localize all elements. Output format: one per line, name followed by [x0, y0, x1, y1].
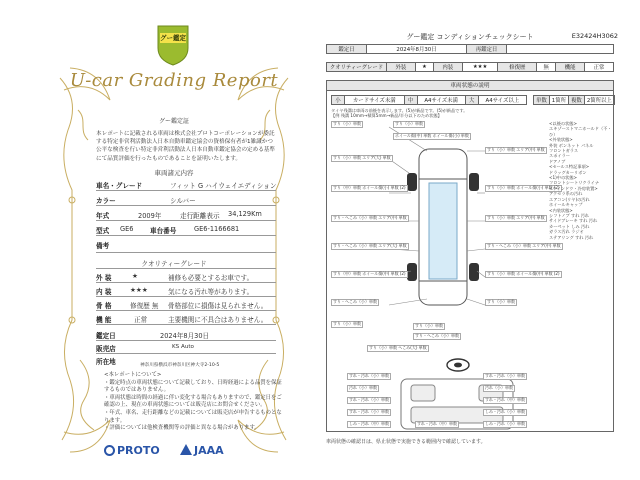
date-label: 鑑定日 — [327, 45, 367, 54]
damage-tag: すり（小）単数 — [395, 121, 423, 126]
frame-grade-label: 骨 格 — [96, 302, 112, 310]
color-value: シルバー — [170, 197, 196, 205]
frame-grade-text: 骨格部位に損傷は見られません。 — [168, 302, 268, 310]
interior-tag: すれ・汚れ（中）単数 — [485, 397, 525, 402]
proto-logo-mark-icon — [104, 445, 115, 456]
tire-note: タイヤ残溝は車両の前後を表示します。(5)が新品です。(5)が新品です。 — [331, 108, 468, 113]
side-note: アクセラ系の汚れ — [549, 191, 583, 197]
size-large-desc: A4サイズ以上 — [478, 96, 526, 105]
damage-tag: すり（中）単数 ホイール傷(中) 単数 (2) — [333, 271, 406, 276]
note-item: ・鑑定時点の車両状態について記載しており、日時経過による品質を保証するものではありません。 — [104, 379, 282, 394]
damage-tag: すり（小）単数 エリア(大) 単数 — [333, 155, 391, 160]
damage-tag: すり（小）単数 — [487, 299, 515, 304]
size-large-label: 大 — [465, 96, 478, 105]
year-label: 年式 — [96, 212, 110, 220]
diagram-heading: 車両状態の説明 — [327, 81, 613, 91]
side-note: フロントシートリクライナ — [549, 180, 600, 186]
sheet-code: E32424H3062 — [571, 32, 618, 40]
header-table — [326, 44, 614, 54]
side-note: ホイールキャップ — [549, 202, 583, 208]
side-note: <内装状態> — [549, 207, 573, 213]
divider — [96, 296, 276, 297]
interior-tag: しみ・汚れ（中）単数 — [349, 421, 389, 426]
interior-grade-mark: ★★★ — [130, 286, 148, 294]
grade-table — [326, 62, 614, 72]
address-value: 神奈川県横浜市神奈川区神大寺2-10-5 — [140, 363, 220, 368]
grading-certificate — [50, 20, 298, 460]
specs-heading: 車両諸元内容 — [154, 169, 194, 177]
interior-tag: すれ・汚れ（小）単数 — [349, 397, 389, 402]
sheet-footer: 車両状態の確認日は、県止状態で実施できる範囲内で確認しています。 — [326, 439, 486, 445]
quality-grade-heading: クオリティーグレード — [141, 260, 207, 268]
report-notes — [104, 372, 284, 433]
exterior-grade-mark: ★ — [132, 272, 138, 280]
year-value: 2009年 — [138, 212, 162, 220]
side-note: カーペット しみ 汚れ — [549, 223, 590, 229]
mileage-label: 走行距離表示 — [180, 212, 220, 220]
tire-note-example: 【例 残溝 10mm→積算5mm→新品/半分以下のため状態】 — [331, 113, 442, 118]
size-mid-desc: A4サイズ未満 — [417, 96, 465, 105]
function-grade-label: 機 能 — [96, 316, 112, 324]
shop-label: 販売店 — [96, 345, 116, 353]
divider — [96, 220, 276, 221]
interior-tag: 汚れ（小）単数 — [485, 385, 513, 390]
ext-label: 外装 — [387, 63, 416, 72]
divider — [96, 324, 276, 325]
size-small-label: 小 — [332, 96, 345, 105]
jaaa-logo-mark-icon — [180, 444, 192, 455]
note-item: ・評価については他検査機関等の評価と異なる場合があります。 — [104, 425, 260, 432]
damage-tag: すり（小）単数 — [333, 321, 361, 326]
side-note: <ウインドウ・冷房装置> — [549, 185, 598, 191]
damage-tag: すり・へこみ（小）単数 エリア(中) 単数 — [487, 243, 561, 248]
exterior-grade-label: 外 装 — [96, 274, 112, 282]
damage-tag: すり・へこみ（小）単数 エリア(中) 単数 — [333, 215, 407, 220]
damage-tag: すり・へこみ（小）単数 — [415, 333, 459, 338]
chassis-label: 車台番号 — [150, 227, 177, 235]
func-label: 機能 — [556, 63, 585, 72]
divider — [96, 282, 276, 283]
interior-tag: すれ・汚れ（小）単数 — [485, 373, 525, 378]
inspection-date-value: 2024年8月30日 — [160, 332, 210, 340]
date-value: 2024年8月30日 — [367, 45, 467, 54]
side-note: フロントガラス — [549, 148, 579, 154]
count-single-label: 単数 — [534, 96, 550, 105]
notes-heading: <本レポートについて> — [104, 372, 162, 378]
interior-tag: しみ・汚れ（小）単数 — [485, 421, 525, 426]
side-note: エキゾーストマニホールド（不・ひ） — [549, 126, 612, 137]
divider — [96, 310, 276, 311]
interior-tag: すれ・汚れ（小）単数 — [349, 373, 389, 378]
count-single-desc: 1箇所 — [549, 96, 568, 105]
condition-check-sheet — [322, 28, 618, 448]
damage-tag: すり・へこみ（小）単数 エリア(大) 単数 — [333, 243, 407, 248]
model-label: 型式 — [96, 227, 110, 235]
certificate-subtitle: グー鑑定証 — [158, 118, 189, 125]
side-note: ステアリング すれ 汚れ — [549, 234, 594, 240]
goo-kantei-badge — [154, 24, 192, 66]
side-note: ドラッグカーリボン — [549, 169, 587, 175]
interior-tag: しみ・汚れ（小）単数 — [485, 409, 525, 414]
side-note: ドアノブ — [549, 158, 566, 164]
interior-tag: 汚れ（小）単数 — [349, 385, 377, 390]
side-note: スポイラー — [549, 153, 570, 159]
side-note: サイドブレーキ すれ 汚れ — [549, 218, 598, 224]
reinspect-value — [507, 45, 614, 54]
side-note: <セールス特記事項> — [549, 164, 590, 170]
count-multi-label: 複数 — [569, 96, 585, 105]
badge-text: グー鑑定 — [160, 34, 186, 42]
remarks-label: 備考 — [96, 242, 110, 250]
divider — [96, 190, 276, 191]
proto-logo — [104, 444, 160, 457]
interior-tag: すれ・汚れ（小）単数 — [349, 409, 389, 414]
divider — [96, 235, 276, 236]
inspection-date-label: 鑑定日 — [96, 332, 116, 340]
size-small-desc: カードサイズ未満 — [344, 96, 404, 105]
side-note: 外装 ボンネット パネル — [549, 142, 594, 148]
damage-tag: すり（中）単数 ホイール傷(小) 単数 (2) — [333, 185, 406, 190]
side-note: <以後の状態> — [549, 121, 577, 126]
interior-tag: すれ・汚れ（中）単数 — [417, 421, 457, 426]
car-name-value: フィット G ハイウェイエディション — [170, 182, 277, 190]
interior-grade-text: 気になる汚れ等があります。 — [168, 288, 254, 296]
interior-grade-label: 内 装 — [96, 288, 112, 296]
sheet-title: グー鑑定 コンディションチェックシート — [406, 33, 534, 41]
size-mid-label: 中 — [404, 96, 417, 105]
int-label: 内装 — [433, 63, 462, 72]
function-grade-text: 主要機関に不具合はありません。 — [168, 316, 268, 324]
steering-wheel-icon — [445, 357, 471, 373]
mileage-value: 34,129Km — [228, 210, 262, 218]
damage-tag: すり（小）単数 — [415, 323, 443, 328]
color-label: カラー — [96, 197, 116, 205]
car-name-label: 車名・グレード — [96, 182, 143, 190]
proto-logo-text: PROTO — [117, 444, 160, 457]
side-note: <外装状態> — [549, 137, 573, 143]
frame-grade-mark: 修復歴 無 — [130, 302, 159, 310]
divider — [96, 353, 276, 354]
chassis-value: GE6-1166681 — [194, 225, 240, 233]
note-item: ・車両状態は時間の経過に伴い変化する場合もありますので、鑑定日をご確認の上、現在の車両状態については販売店にお問合せください。 — [104, 394, 282, 409]
int-value: ★★★ — [462, 63, 498, 72]
damage-tag: すり（小）単数 エリア(中) 単数 — [487, 215, 545, 220]
side-note: エアコン(リヤ)の汚れ — [549, 196, 590, 202]
model-value: GE6 — [120, 225, 134, 233]
damage-tag: すり（小）単数 へこみ(大) 単数 — [369, 345, 427, 350]
address-label: 所在地 — [96, 358, 116, 366]
divider — [96, 268, 276, 269]
jaaa-logo-text: JAAA — [194, 444, 224, 457]
jaaa-logo — [180, 444, 224, 457]
side-note: ガラス汚れ ラジオ — [549, 229, 584, 235]
damage-tag: すり（小）単数 — [333, 121, 361, 126]
divider — [96, 340, 276, 341]
certificate-title: U-car Grading Report — [69, 70, 279, 91]
func-value: 正常 — [585, 63, 614, 72]
side-note: シフトノブ すれ 汚れ — [549, 212, 590, 218]
damage-tag: すり・へこみ（小）単数 — [333, 299, 377, 304]
divider — [96, 205, 276, 206]
repair-value: 無 — [537, 63, 556, 72]
damage-tag: ホイール傷(中) 単数 ホイール傷(小) 単数 — [395, 133, 469, 138]
ext-value: ★ — [415, 63, 433, 72]
damage-tag: すり（小）単数 ホイール傷(中) 単数 (2) — [487, 271, 560, 276]
exterior-grade-text: 補修も必要とするお車です。 — [168, 274, 254, 282]
reinspect-label: 再鑑定日 — [467, 45, 507, 54]
certificate-intro: 本レポートに記載される車両は株式会社プロトコーポレーションが委託する特定非営利活動法人日本自動車鑑定協会の資格保有者が1雑識かつ公平な検査を行い特定非営利活動法人日本自動車鑑定協会の定める基準にて品質評価を行ったものであることを証明いたします。 — [96, 131, 276, 162]
count-multi-desc: 2箇所以上 — [584, 96, 614, 105]
repair-label: 修復歴 — [498, 63, 537, 72]
damage-tag: すり（小）単数 エリア(中) 単数 — [487, 147, 545, 152]
shop-value: KS Auto — [172, 344, 194, 350]
divider — [96, 252, 276, 253]
grade-label: クオリティーグレード — [327, 63, 387, 72]
side-notes — [549, 121, 617, 240]
damage-tag: すり（小）単数 ホイール傷(小) 単数 (2) — [487, 185, 560, 190]
function-grade-mark: 正常 — [134, 316, 148, 324]
side-note: <1)中の状態> — [549, 175, 578, 181]
vehicle-condition-box — [326, 80, 614, 432]
note-item: ・年式、車名、走行距離などの記載については販売店が申告するものとなります。 — [104, 409, 282, 424]
